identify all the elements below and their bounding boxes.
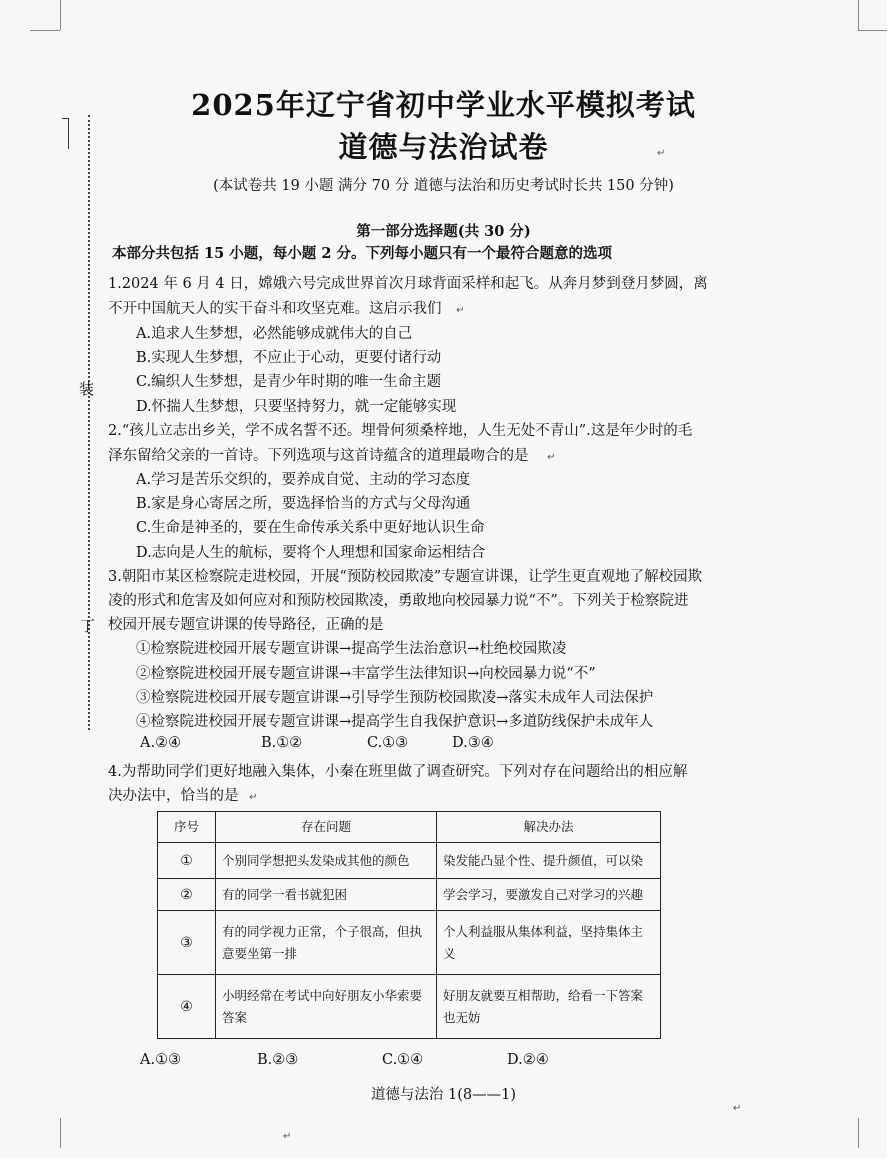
return-mark: ↵ — [733, 1103, 742, 1114]
exam-title: 2025年辽宁省初中学业水平模拟考试 — [191, 88, 696, 122]
table-header-cell: 序号 — [158, 812, 216, 843]
page-footer: 道德与法治 1(8——1) — [370, 1087, 517, 1103]
binding-mark-zhuang: 装 — [79, 380, 95, 398]
table-cell-number: ④ — [158, 975, 216, 1039]
table-cell-number: ③ — [158, 911, 216, 975]
table-cell-solution: 学会学习，要激发自己对学习的兴趣 — [437, 879, 661, 911]
q3-path-2: ②检察院进校园开展专题宣讲课→丰富学生法律知识→向校园暴力说“不” — [136, 666, 596, 682]
crop-mark — [30, 30, 60, 31]
table-cell-problem: 小明经常在考试中向好朋友小华索要答案 — [216, 975, 437, 1039]
return-mark: ↵ — [657, 148, 666, 159]
q4-table — [157, 811, 661, 1039]
q3-choice-b: B.①② — [261, 735, 303, 751]
return-mark: ↵ — [249, 792, 258, 803]
binding-mark-ding: 丁 — [80, 617, 96, 635]
q3-path-4: ④检察院进校园开展专题宣讲课→提高学生自我保护意识→多道防线保护未成年人 — [136, 714, 654, 730]
table-header-cell: 存在问题 — [216, 812, 437, 843]
q2-option-a: A.学习是苦乐交织的，要养成自觉、主动的学习态度 — [136, 472, 471, 488]
table-cell-problem: 个别同学想把头发染成其他的颜色 — [216, 843, 437, 879]
table-cell-solution: 染发能凸显个性、提升颜值，可以染 — [437, 843, 661, 879]
q2-option-c: C.生命是神圣的，要在生命传承关系中更好地认识生命 — [136, 520, 485, 536]
q2-option-d: D.志向是人生的航标，要将个人理想和国家命运相结合 — [136, 545, 486, 561]
binding-dotted-line — [88, 115, 90, 730]
q3-stem-line3: 校园开展专题宣讲课的传导路径，正确的是 — [108, 617, 384, 633]
table-cell-solution: 个人利益服从集体利益，坚持集体主义 — [437, 911, 661, 975]
q4-choice-d: D.②④ — [507, 1052, 549, 1068]
table-row — [158, 975, 661, 1039]
q4-choice-a: A.①③ — [140, 1052, 182, 1068]
q4-choice-c: C.①④ — [382, 1052, 424, 1068]
q1-stem-line2 — [108, 297, 465, 318]
q1-option-d: D.怀揣人生梦想，只要坚持努力，就一定能够实现 — [136, 399, 457, 415]
q3-path-1: ①检察院进校园开展专题宣讲课→提高学生法治意识→杜绝校园欺凌 — [136, 641, 567, 657]
q4-stem-text: 决办法中，恰当的是 — [108, 788, 239, 804]
q4-choice-b: B.②③ — [257, 1052, 299, 1068]
table-cell-problem: 有的同学视力正常，个子很高，但执意要坐第一排 — [216, 911, 437, 975]
exam-note: (本试卷共 19 小题 满分 70 分 道德与法治和历史考试时长共 150 分钟) — [213, 178, 674, 194]
table-row — [158, 911, 661, 975]
table-cell-solution: 好朋友就要互相帮助，给看一下答案也无妨 — [437, 975, 661, 1039]
q2-stem-line2 — [108, 444, 556, 465]
q2-stem-text: 泽东留给父亲的一首诗。下列选项与这首诗蕴含的道理最吻合的是 — [108, 448, 529, 464]
section-instruction: 本部分共包括 15 小题，每小题 2 分。下列每小题只有一个最符合题意的选项 — [112, 245, 612, 262]
section-heading: 第一部分选择题(共 30 分) — [356, 223, 531, 240]
q3-stem-line2: 凌的形式和危害及如何应对和预防校园欺凌，勇敢地向校园暴力说“不”。下列关于检察院进 — [108, 593, 689, 609]
crop-mark — [858, 1118, 859, 1148]
table-header-row — [158, 812, 661, 843]
crop-mark — [60, 1118, 61, 1148]
return-mark: ↵ — [547, 452, 556, 463]
table-cell-problem: 有的同学一看书就犯困 — [216, 879, 437, 911]
return-mark: ↵ — [456, 305, 465, 316]
q3-stem-line1: 3.朝阳市某区检察院走进校园，开展“预防校园欺凌”专题宣讲课，让学生更直观地了解校园欺 — [108, 569, 703, 585]
q2-option-b: B.家是身心寄居之所，要选择恰当的方式与父母沟通 — [136, 496, 471, 512]
table-row — [158, 879, 661, 911]
q3-choice-a: A.②④ — [140, 735, 182, 751]
q1-option-b: B.实现人生梦想，不应止于心动，更要付诸行动 — [136, 350, 442, 366]
return-mark: ↵ — [283, 1131, 292, 1142]
table-cell-number: ② — [158, 879, 216, 911]
crop-mark — [858, 0, 859, 30]
q3-choices — [140, 735, 494, 751]
q1-stem-text: 不开中国航天人的实干奋斗和攻坚克难。这启示我们 — [108, 301, 442, 317]
crop-mark — [858, 30, 887, 31]
table-cell-number: ① — [158, 843, 216, 879]
q3-choice-d: D.③④ — [452, 735, 494, 751]
crop-mark — [60, 0, 61, 30]
table-header-cell: 解决办法 — [437, 812, 661, 843]
q3-path-3: ③检察院进校园开展专题宣讲课→引导学生预防校园欺凌→落实未成年人司法保护 — [136, 690, 654, 706]
q4-stem-line2 — [108, 784, 258, 805]
q2-stem-line1: 2.“孩儿立志出乡关，学不成名誓不还。埋骨何须桑梓地，人生无处不青山”.这是年少时的毛 — [108, 423, 693, 439]
q1-option-c: C.编织人生梦想，是青少年时期的唯一生命主题 — [136, 374, 442, 390]
q3-choice-c: C.①③ — [367, 735, 409, 751]
q4-stem-line1: 4.为帮助同学们更好地融入集体，小秦在班里做了调查研究。下列对存在问题给出的相应解 — [108, 764, 688, 780]
q1-option-a: A.追求人生梦想，必然能够成就伟大的自己 — [136, 326, 413, 342]
q1-stem-line1: 1.2024 年 6 月 4 日，嫦娥六号完成世界首次月球背面采样和起飞。从奔月梦到登月梦圆，离 — [108, 276, 708, 292]
table-row — [158, 843, 661, 879]
exam-subtitle: 道德与法治试卷 — [338, 130, 549, 164]
q4-choices — [140, 1052, 549, 1068]
